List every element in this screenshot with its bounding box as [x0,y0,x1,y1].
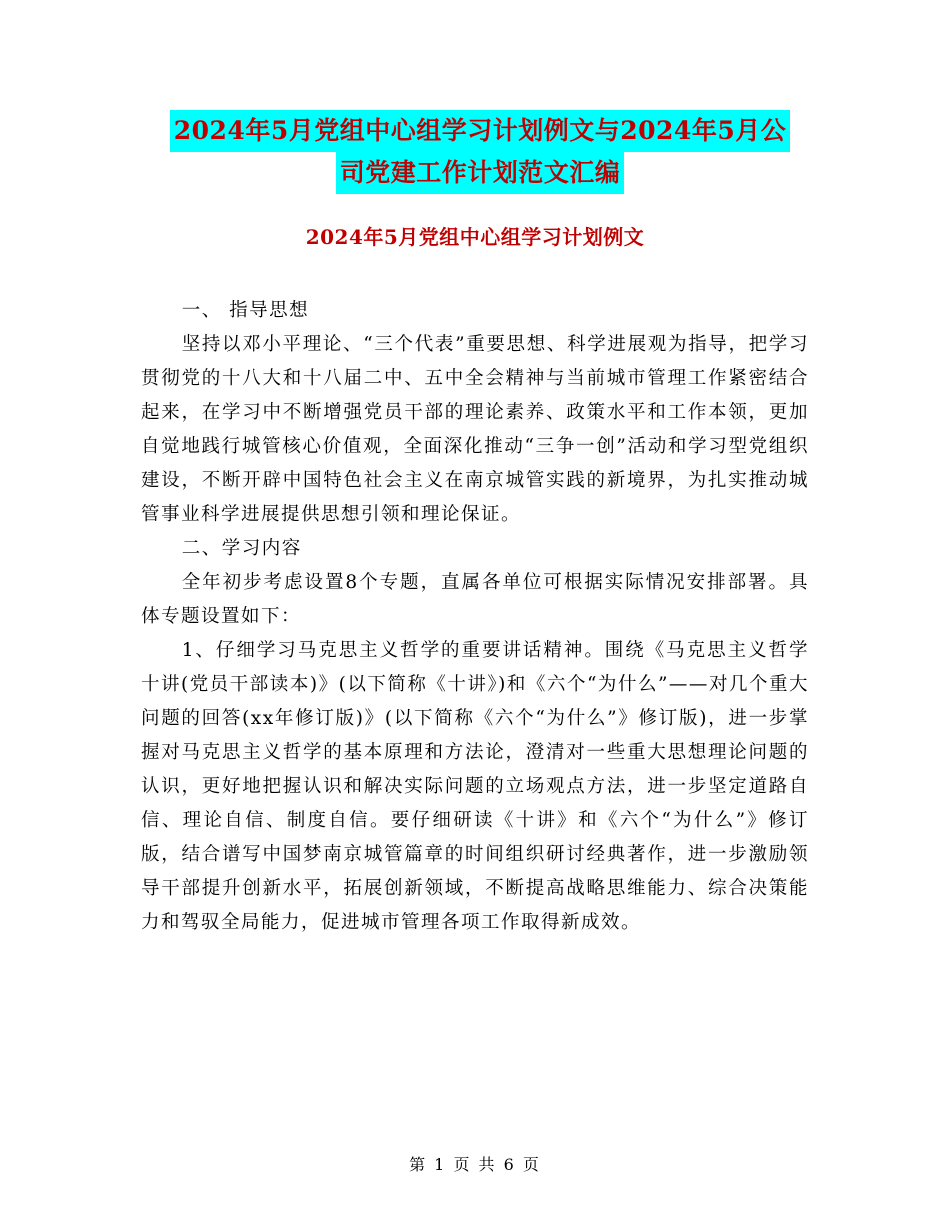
title-line-1: 2024年5月党组中心组学习计划例文与2024年5月公 [170,110,790,152]
section-title: 2024年5月党组中心组学习计划例文 [305,225,645,249]
paragraph: 1、仔细学习马克思主义哲学的重要讲话精神。围绕《马克思主义哲学十讲(党员干部读本)》(以下简称《十讲》)和《六个“为什么”——对几个重大问题的回答(xx年修订版)》(以下简称《六个“为什么”》修订版)，进一步掌握对马克思主义哲学的基本原理和方法论，澄清对一些重大思想理论问题的认识，更好地把握认识和解决实际问题的立场观点方法，进一步坚定道路自信、理论自信、制度自信。要仔细研读《十讲》和《六个“为什么”》修订版，结合谱写中国梦南京城管篇章的时间组织研讨经典著作，进一步激励领导干部提升创新水平，拓展创新领域，不断提高战略思维能力、综合决策能力和驾驭全局能力，促进城市管理各项工作取得新成效。 [141,640,809,933]
paragraph: 坚持以邓小平理论、“三个代表”重要思想、科学进展观为指导，把学习贯彻党的十八大和十八届二中、五中全会精神与当前城市管理工作紧密结合起来，在学习中不断增强党员干部的理论素养、政策水平和工作本领，更加自觉地践行城管核心价值观，全面深化推动“三争一创”活动和学习型党组织建设，不断开辟中国特色社会主义在南京城管实践的新境界，为扎实推动城管事业科学进展提供思想引领和理论保证。 [141,334,809,525]
paragraph-heading-guiding-thought: 一、 指导思想 [181,300,310,321]
paragraph-heading-study-content: 二、学习内容 [181,538,302,559]
document-title [130,110,830,194]
paragraph: 全年初步考虑设置8个专题，直属各单位可根据实际情况安排部署。具体专题设置如下： [141,572,809,627]
page-footer: 第 1 页 共 6 页 [409,1155,541,1174]
title-line-2: 司党建工作计划范文汇编 [336,152,625,194]
document-body [141,294,809,940]
